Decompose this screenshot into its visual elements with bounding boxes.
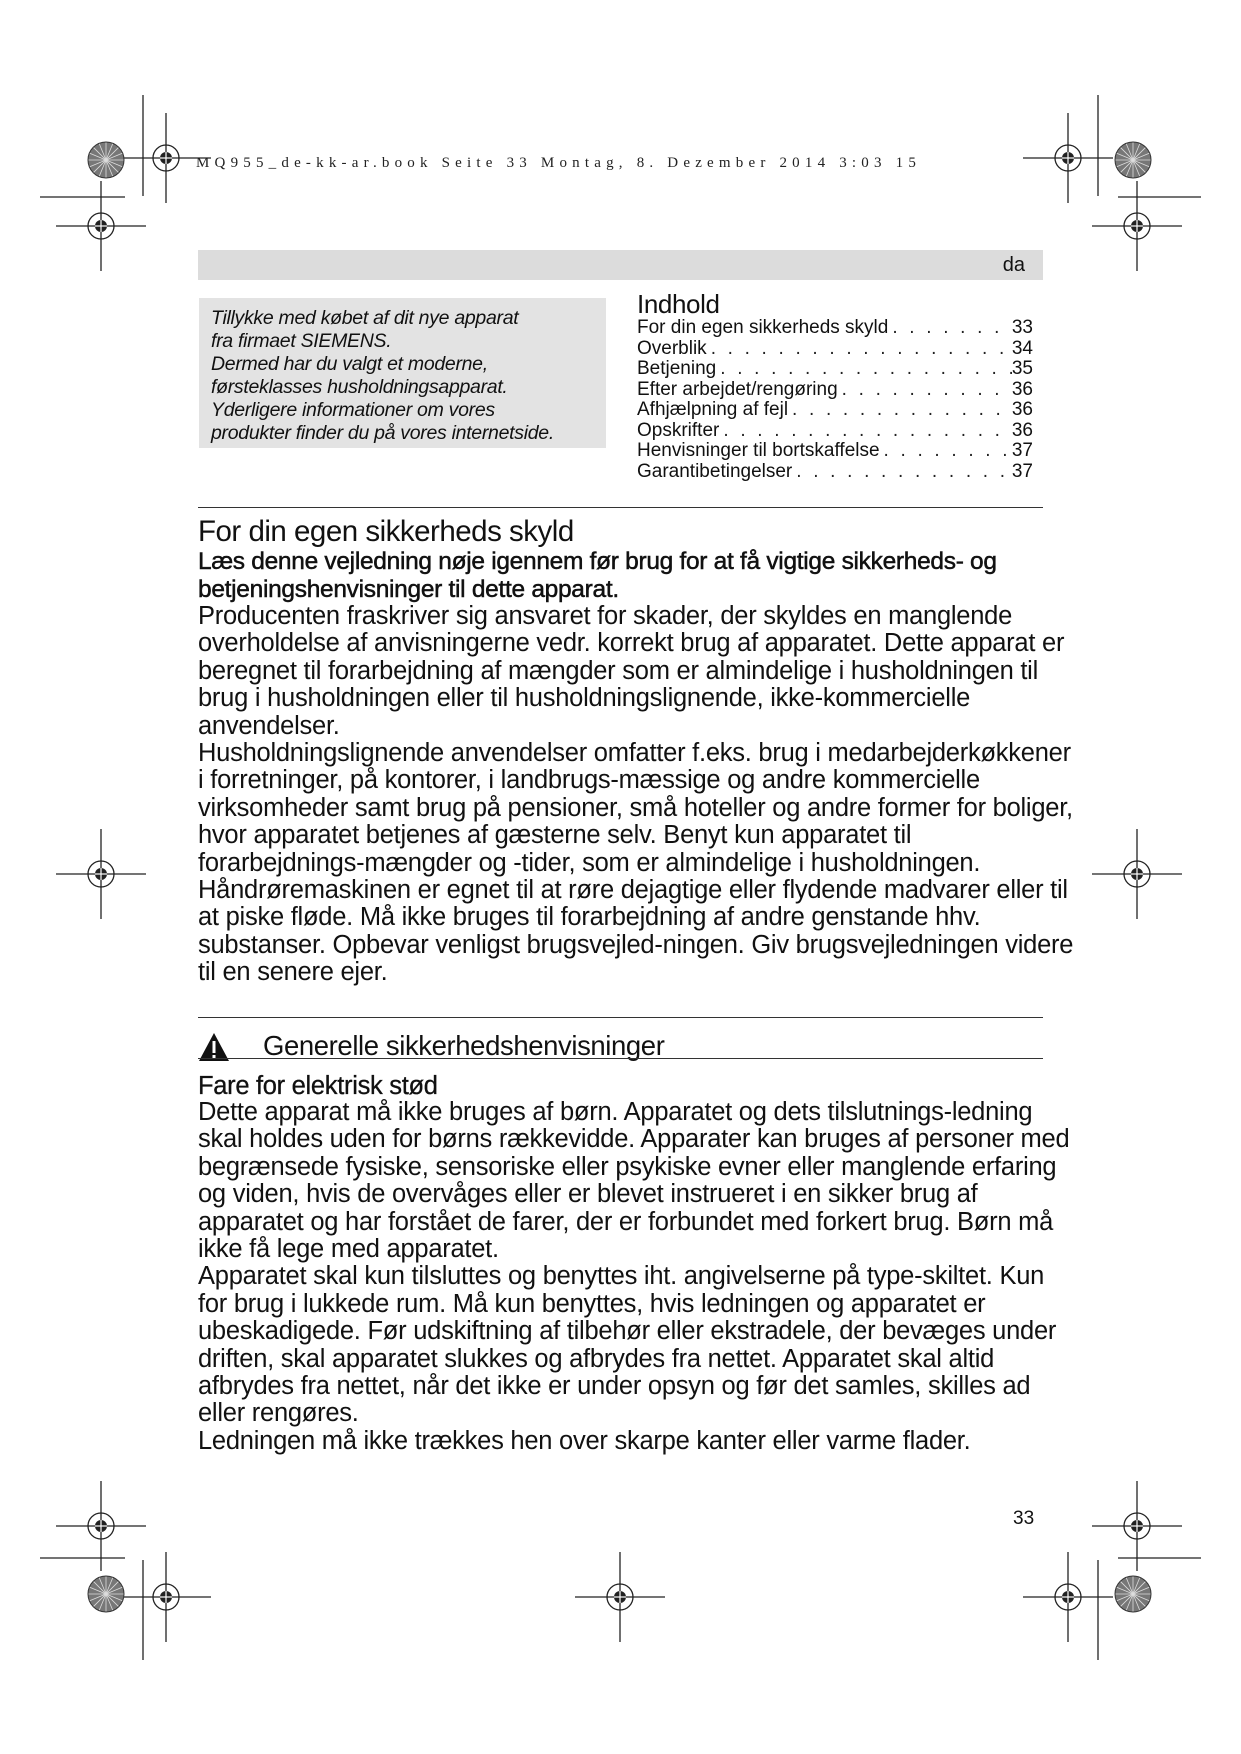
toc-entry-page: 33 xyxy=(1011,317,1033,338)
section-body xyxy=(198,1099,1078,1455)
toc-entry[interactable] xyxy=(637,421,1033,442)
section-title: For din egen sikkerheds skyld xyxy=(198,515,574,548)
toc-leader-dots xyxy=(788,400,1012,421)
toc-entry[interactable] xyxy=(637,400,1033,421)
toc-entry-page: 36 xyxy=(1011,399,1033,420)
toc-entry-page: 36 xyxy=(1011,419,1033,441)
intro-line: produkter finder du på vores internetside. xyxy=(211,422,554,444)
paragraph: Husholdningslignende anvendelser omfatter f.eks. brug i medarbejderkøkkener i forretninger, på kontorer, i landbrugs-mæssige og andre kommercielle virksomheder samt brug på pensioner, små hoteller og andre former for boliger, hvor apparatet betjenes af gæsterne selv. Benyt kun apparatet til forarbejdnings-mængder og -tider, som er almindelige i husholdningen. xyxy=(198,739,1073,877)
toc-leader-dots xyxy=(888,318,1012,339)
toc-entry[interactable] xyxy=(637,339,1033,360)
toc-entry[interactable] xyxy=(637,380,1033,401)
toc-entry-page: 36 xyxy=(1011,378,1033,400)
section-lead: Læs denne vejledning nøje igennem før brug for at få vigtige sikkerheds- og betjeningshenvisninger til dette apparat. xyxy=(198,548,997,603)
intro-line: Yderligere informationer om vores xyxy=(211,399,495,421)
divider xyxy=(198,1017,1043,1018)
toc-leader-dots xyxy=(719,421,1012,442)
intro-line: fra firmaet SIEMENS. xyxy=(211,330,392,352)
paragraph: Ledningen må ikke trækkes hen over skarpe kanter eller varme flader. xyxy=(198,1426,971,1455)
toc-entry-label: Garantibetingelser xyxy=(637,460,793,482)
intro-line: Tillykke med købet af dit nye apparat xyxy=(211,307,519,329)
section-body xyxy=(198,603,1078,987)
book-slug: MQ955_de-kk-ar.book Seite 33 Montag, 8. Dezember 2014 3:03 15 xyxy=(196,155,922,171)
subsection-title: Fare for elektrisk stød xyxy=(198,1072,438,1100)
toc-entry-label: Henvisninger til bortskaffelse xyxy=(637,440,880,461)
table-of-contents xyxy=(637,318,1033,482)
warning-title: Generelle sikkerhedshenvisninger xyxy=(263,1030,665,1061)
intro-text xyxy=(199,298,606,445)
intro-line: Dermed har du valgt et moderne, xyxy=(211,353,488,375)
toc-entry[interactable] xyxy=(637,462,1033,483)
toc-entry-page: 37 xyxy=(1011,440,1033,461)
paragraph: Håndrøremaskinen er egnet til at røre dejagtige eller flydende madvarer eller til at piske fløde. Må ikke bruges til forarbejdning af andre genstande hhv. substanser. Opbevar venligst brugsvejled-ningen. Giv brugsvejledningen videre til en senere ejer. xyxy=(198,876,1074,987)
toc-leader-dots xyxy=(838,380,1012,401)
toc-leader-dots xyxy=(707,339,1012,360)
language-code: da xyxy=(1002,254,1025,276)
toc-leader-dots xyxy=(792,462,1012,483)
toc-entry-label: Overblik xyxy=(637,337,707,359)
page-number: 33 xyxy=(1013,1508,1035,1529)
toc-title: Indhold xyxy=(637,289,720,319)
paragraph: Dette apparat må ikke bruges af børn. Apparatet og dets tilslutnings-ledning skal holdes uden for børns rækkevidde. Apparater kan bruges af personer med begrænsede fysiske, sensoriske eller psykiske evner eller manglende erfaring og viden, hvis de overvåges eller er blevet instrueret i en sikker brug af apparatet og har forstået de farer, der er forbundet med forkert brug. Børn må ikke få lege med apparatet. xyxy=(198,1098,1070,1264)
toc-entry[interactable] xyxy=(637,441,1033,462)
divider xyxy=(198,1058,1043,1059)
toc-leader-dots xyxy=(880,441,1012,462)
toc-entry-label: Afhjælpning af fejl xyxy=(637,399,789,420)
paragraph: Producenten fraskriver sig ansvaret for skader, der skyldes en manglende overholdelse af anvisningerne vedr. korrekt brug af apparatet. Dette apparat er beregnet til forarbejdning af mængder som er almindelige i husholdningen til brug i husholdningen eller til husholdningslignende, ikke-kommercielle anvendelser. xyxy=(198,602,1065,740)
toc-entry-label: Opskrifter xyxy=(637,419,720,441)
language-bar xyxy=(198,250,1043,280)
divider xyxy=(198,507,1043,508)
toc-entry-page: 37 xyxy=(1011,460,1033,482)
intro-box xyxy=(199,298,606,448)
toc-entry-label: Betjening xyxy=(637,358,717,379)
toc-entry-page: 34 xyxy=(1011,337,1033,359)
toc-entry[interactable] xyxy=(637,318,1033,339)
toc-entry-label: Efter arbejdet/rengøring xyxy=(637,378,838,400)
toc-entry-label: For din egen sikkerheds skyld xyxy=(637,317,889,338)
toc-entry[interactable] xyxy=(637,359,1033,380)
intro-line: førsteklasses husholdningsapparat. xyxy=(211,376,508,398)
toc-leader-dots xyxy=(716,359,1012,380)
toc-entry-page: 35 xyxy=(1011,358,1033,379)
paragraph: Apparatet skal kun tilsluttes og benyttes iht. angivelserne på type-skiltet. Kun for brug i lukkede rum. Må kun benyttes, hvis ledningen og apparatet er ubeskadigede. Før udskiftning af tilbehør eller ekstradele, der bevæges under driften, skal apparatet slukkes og afbrydes fra nettet. Apparatet skal altid afbrydes fra nettet, når det ikke er under opsyn og før det samles, skilles ad eller rengøres. xyxy=(198,1262,1057,1428)
